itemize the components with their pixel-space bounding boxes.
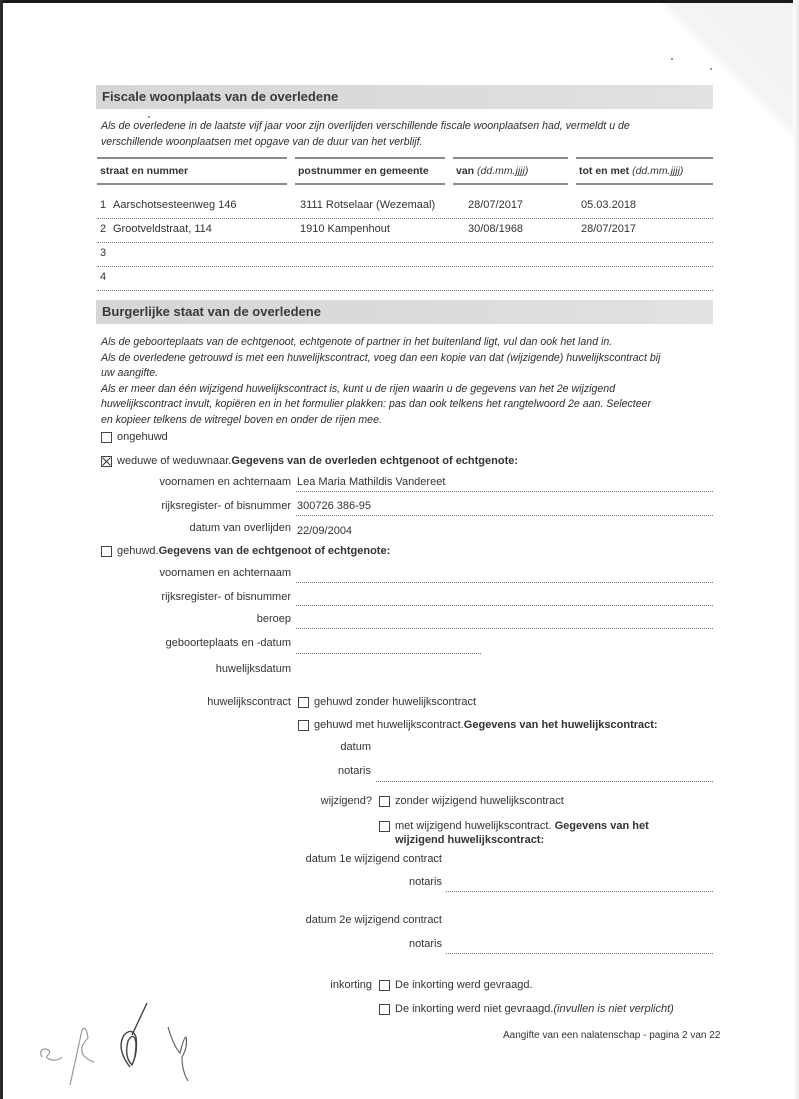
column-header-street-label: straat en nummer	[100, 165, 189, 177]
residence-row[interactable]	[97, 195, 713, 219]
amend-details-heading-2: wijzigend huwelijkscontract:	[395, 834, 545, 846]
wedding-date-label: huwelijksdatum	[215, 663, 291, 675]
spouse-rr-label: rijksregister- of bisnummer	[161, 591, 291, 603]
column-header-street	[97, 157, 287, 185]
widowed-checkbox[interactable]	[101, 456, 112, 467]
column-header-until-format: (dd.mm.jjjj)	[632, 165, 684, 177]
amend-with-checkbox[interactable]	[379, 821, 390, 832]
amend2-date-label: datum 2e wijzigend contract	[305, 914, 442, 926]
civil-intro	[101, 335, 713, 428]
column-header-postal-label: postnummer en gemeente	[298, 165, 429, 177]
amend-without-checkbox[interactable]	[379, 796, 390, 807]
from-date-cell[interactable]: 30/08/1968	[468, 223, 524, 235]
residence-row[interactable]	[97, 243, 713, 267]
reduction-not-requested-checkbox[interactable]	[379, 1004, 390, 1015]
reduction-requested-checkbox[interactable]	[379, 980, 390, 991]
postal-cell[interactable]: 1910 Kampenhout	[300, 223, 390, 235]
unmarried-label: ongehuwd	[117, 431, 168, 443]
contract-with-option[interactable]	[298, 719, 658, 731]
until-date-cell[interactable]: 28/07/2017	[581, 223, 637, 235]
amend-with-label: met wijzigend huwelijkscontract.	[395, 820, 555, 832]
spouse-birth-line[interactable]	[296, 653, 481, 654]
widowed-option[interactable]	[101, 455, 518, 467]
contract-date-label: datum	[340, 741, 371, 753]
residence-row[interactable]	[97, 267, 713, 291]
handwritten-signatures	[20, 995, 220, 1095]
spouse-name-line[interactable]	[296, 582, 713, 583]
unmarried-checkbox[interactable]	[101, 432, 112, 443]
column-header-from-format: (dd.mm.jjjj)	[477, 165, 529, 177]
deceased-spouse-death-label: datum van overlijden	[189, 522, 291, 534]
contract-with-label: gehuwd met huwelijkscontract.	[314, 719, 464, 731]
amend-details-heading-1: Gegevens van het	[554, 820, 649, 832]
deceased-spouse-name-value[interactable]: Lea Maria Mathildis Vandereet	[297, 476, 446, 488]
residence-intro	[101, 119, 713, 150]
signature-stroke	[41, 1049, 62, 1060]
amend-without-option[interactable]	[379, 795, 564, 807]
contract-notary-label: notaris	[337, 765, 371, 777]
amend-with-text	[395, 819, 649, 847]
postal-cell[interactable]: 3111 Rotselaar (Wezemaal)	[300, 199, 436, 211]
widowed-label: weduwe of weduwnaar.	[117, 455, 232, 467]
scan-speck	[148, 116, 150, 118]
unmarried-option[interactable]	[101, 431, 168, 443]
amend-with-option[interactable]	[379, 819, 649, 847]
contract-label: huwelijkscontract	[207, 696, 291, 708]
widowed-details-heading: Gegevens van de overleden echtgenoot of echtgenote:	[231, 455, 519, 467]
civil-intro-line: Als de overledene getrouwd is met een huwelijkscontract, voeg dan een kopie van dat (wijzigende) huwelijkscontract bij	[101, 351, 661, 364]
amend-label: wijzigend?	[320, 795, 372, 807]
spouse-birth-label: geboorteplaats en -datum	[165, 637, 291, 649]
reduction-not-requested-option[interactable]	[379, 1003, 674, 1015]
column-header-until	[576, 157, 713, 185]
row-number: 1	[100, 199, 107, 211]
deceased-spouse-rr-value[interactable]: 300726 386-95	[297, 500, 372, 512]
amend1-notary-label: notaris	[408, 876, 442, 888]
spouse-job-line[interactable]	[296, 628, 713, 629]
section-title-civil-status: Burgerlijke staat van de overledene	[96, 300, 713, 324]
contract-notary-line[interactable]	[376, 781, 713, 782]
amend2-notary-label: notaris	[408, 938, 442, 950]
scan-edge-left	[0, 0, 3, 1099]
spouse-rr-line[interactable]	[296, 605, 713, 606]
deceased-spouse-rr-label: rijksregister- of bisnummer	[161, 500, 291, 512]
deceased-spouse-name-line	[296, 491, 713, 492]
amend1-notary-line[interactable]	[446, 891, 713, 892]
section-title-fiscal-residence: Fiscale woonplaats van de overledene	[96, 85, 713, 109]
column-header-postal	[295, 157, 445, 185]
residence-intro-line: verschillende woonplaatsen met opgave van de duur van het verblijf.	[101, 135, 423, 148]
reduction-requested-option[interactable]	[379, 979, 533, 991]
reduction-label: inkorting	[330, 979, 372, 991]
contract-without-checkbox[interactable]	[298, 697, 309, 708]
residence-row[interactable]	[97, 219, 713, 243]
column-header-from-label: van	[456, 165, 478, 177]
civil-intro-line: en kopieer telkens de witregel boven en onder de rijen mee.	[101, 413, 382, 426]
signature-stroke	[121, 1003, 147, 1067]
row-number: 2	[100, 223, 107, 235]
residence-intro-line: Als de overledene in de laatste vijf jaar voor zijn overlijden verschillende fiscale woonplaatsen had, vermeldt u de	[101, 120, 630, 132]
amend2-notary-line[interactable]	[446, 953, 713, 954]
reduction-not-requested-label: De inkorting werd niet gevraagd.	[395, 1003, 554, 1015]
contract-details-heading: Gegevens van het huwelijkscontract:	[463, 719, 658, 731]
contract-without-option[interactable]	[298, 696, 476, 708]
scan-edge-top	[0, 0, 799, 3]
until-date-cell[interactable]: 05.03.2018	[581, 199, 637, 211]
spouse-name-label: voornamen en achternaam	[159, 567, 291, 579]
scan-speck	[671, 58, 673, 60]
row-number: 3	[100, 247, 107, 259]
married-option[interactable]	[101, 545, 390, 557]
scan-speck	[710, 68, 712, 70]
contract-without-label: gehuwd zonder huwelijkscontract	[314, 696, 477, 708]
married-details-heading: Gegevens van de echtgenoot of echtgenote:	[158, 545, 391, 557]
reduction-requested-label: De inkorting werd gevraagd.	[395, 979, 533, 991]
reduction-optional-note: (invullen is niet verplicht)	[553, 1003, 674, 1015]
contract-with-checkbox[interactable]	[298, 720, 309, 731]
column-header-from	[453, 157, 568, 185]
signature-stroke	[70, 1028, 94, 1085]
street-cell[interactable]: Aarschotsesteenweg 146	[113, 199, 237, 211]
civil-intro-line: uw aangifte.	[101, 367, 159, 379]
civil-intro-line: Als de geboorteplaats van de echtgenoot, echtgenote of partner in het buitenland ligt, vul dan ook het land in.	[101, 336, 613, 348]
civil-intro-line: Als er meer dan één wijzigend huwelijkscontract is, kunt u de rijen waarin u de gegevens van het 2e wijzigend	[101, 382, 616, 395]
civil-intro-line: huwelijkscontract invult, kopiëren en in het formulier plakken: pas dan ook telkens het rangtelwoord 2e aan. Selecteer	[101, 398, 652, 410]
from-date-cell[interactable]: 28/07/2017	[468, 199, 524, 211]
signature-stroke	[168, 1027, 188, 1081]
married-checkbox[interactable]	[101, 546, 112, 557]
row-number: 4	[100, 271, 107, 283]
spouse-job-label: beroep	[256, 613, 291, 625]
deceased-spouse-rr-line	[296, 515, 713, 516]
street-cell[interactable]: Grootveldstraat, 114	[113, 223, 212, 235]
scan-edge-right	[793, 0, 799, 1099]
deceased-spouse-name-label: voornamen en achternaam	[159, 476, 291, 488]
deceased-spouse-death-value[interactable]: 22/09/2004	[297, 525, 353, 537]
married-label: gehuwd.	[117, 545, 159, 557]
amend-without-label: zonder wijzigend huwelijkscontract	[395, 795, 564, 807]
page-footer: Aangifte van een nalatenschap - pagina 2 van 22	[503, 1030, 721, 1041]
amend1-date-label: datum 1e wijzigend contract	[305, 853, 442, 865]
column-header-until-label: tot en met	[579, 165, 633, 177]
